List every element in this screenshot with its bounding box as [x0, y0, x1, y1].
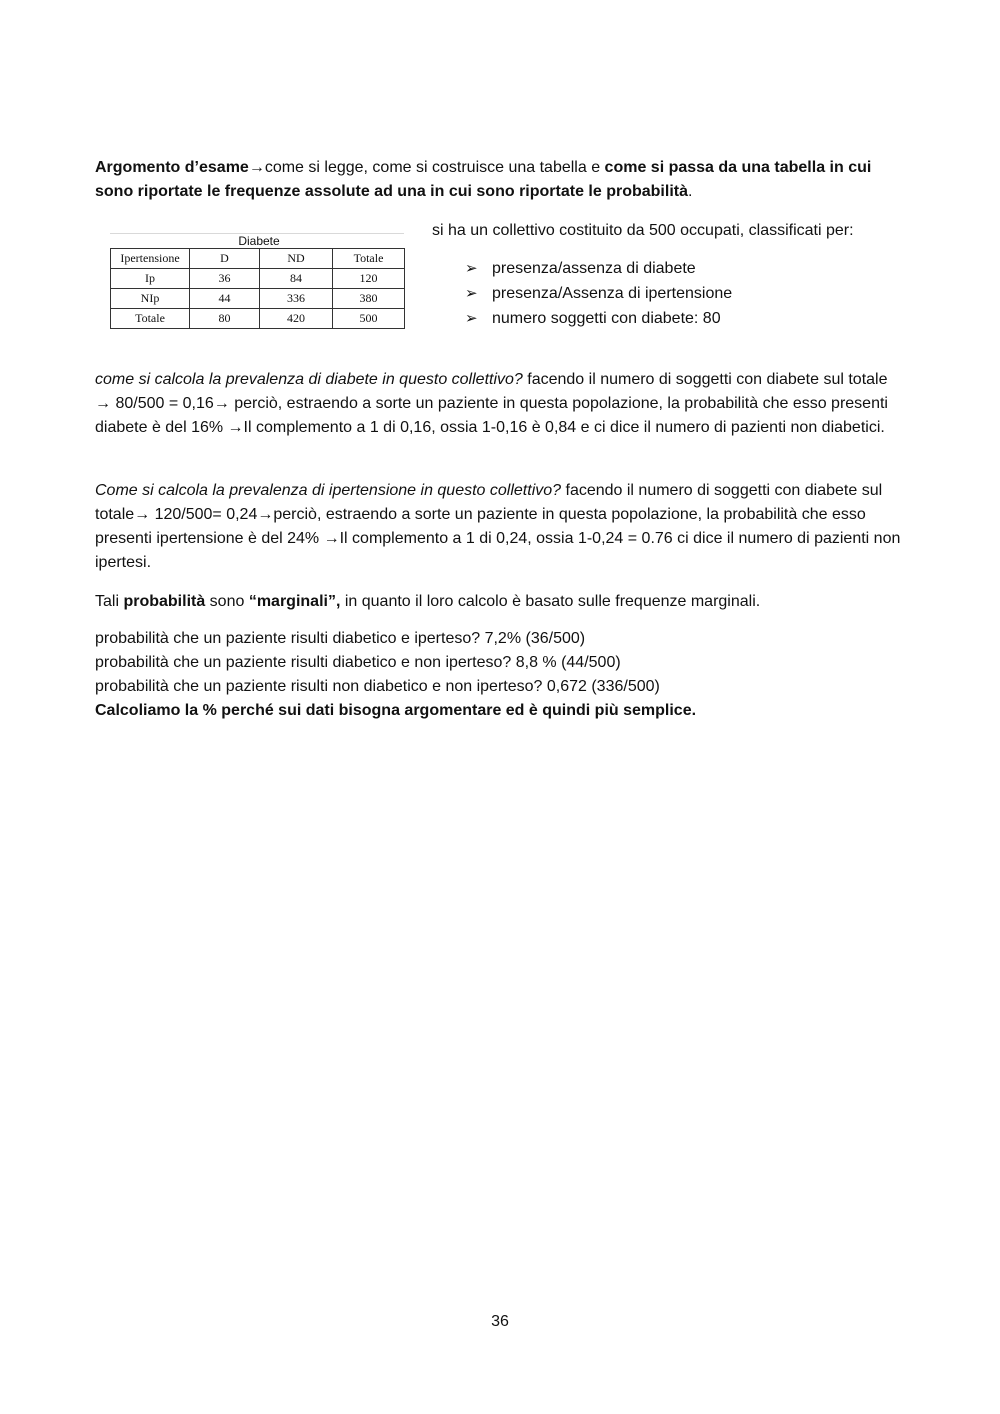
table-cell: Ip: [111, 269, 190, 289]
paragraph-text: in quanto il loro calcolo è basato sulle frequenze marginali.: [340, 593, 761, 610]
list-item-text: numero soggetti con diabete: 80: [492, 310, 721, 327]
heading-end: .: [687, 183, 693, 200]
arrowhead-bullet-icon: ➢: [465, 285, 478, 302]
table-cell: 36: [190, 269, 260, 289]
arrowhead-bullet-icon: ➢: [465, 310, 478, 327]
contingency-table: [110, 248, 405, 329]
paragraph-text: 80/500 = 0,16: [111, 395, 214, 412]
paragraph-text: perciò, estraendo a sorte un paziente in questa popolazione, la probabilità che esso presenti ipertensione è del 24%: [95, 506, 866, 547]
arrow-icon: →: [227, 419, 244, 436]
intro-text: si ha un collettivo costituito da 500 occupati, classificati per:: [432, 222, 854, 239]
arrow-icon: →: [213, 395, 230, 412]
table-cell: 500: [333, 309, 405, 329]
table-cell: 80: [190, 309, 260, 329]
table-caption: Diabete: [110, 233, 404, 248]
probability-line: probabilità che un paziente risulti non diabetico e non iperteso? 0,672 (336/500): [95, 678, 660, 695]
table-cell: 380: [333, 289, 405, 309]
paragraph-text: Il complemento a 1 di 0,16, ossia 1-0,16 è 0,84 e ci dice il numero di pazienti non diabetici.: [243, 419, 885, 436]
heading-bold-label: Argomento d’esame: [95, 159, 249, 176]
table-header-row: [111, 249, 405, 269]
table-cell: 336: [260, 289, 333, 309]
table-header-cell: Ipertensione: [111, 249, 190, 269]
table-cell: 44: [190, 289, 260, 309]
probability-line: probabilità che un paziente risulti diabetico e iperteso? 7,2% (36/500): [95, 630, 586, 647]
joint-probability-block: [95, 627, 907, 723]
table-cell: NIp: [111, 289, 190, 309]
arrow-icon: →: [257, 506, 274, 523]
heading-text: come si legge, come si costruisce una tabella e: [264, 159, 605, 176]
hypertension-prevalence-paragraph: [95, 479, 907, 575]
bold-term: probabilità: [123, 593, 206, 610]
table-header-cell: D: [190, 249, 260, 269]
arrowhead-bullet-icon: ➢: [465, 260, 478, 277]
question-text: come si calcola la prevalenza di diabete in questo collettivo?: [95, 371, 523, 388]
paragraph-text: facendo il numero di soggetti con diabete sul totale: [95, 482, 883, 523]
paragraph-text: sono: [205, 593, 249, 610]
page-number: 36: [491, 1313, 509, 1330]
table-header-cell: Totale: [333, 249, 405, 269]
list-item-text: presenza/assenza di diabete: [492, 260, 696, 277]
question-text: Come si calcola la prevalenza di ipertensione in questo collettivo?: [95, 482, 562, 499]
table-row: [111, 269, 405, 289]
contingency-table-figure: [110, 233, 404, 329]
paragraph-text: 120/500= 0,24: [150, 506, 258, 523]
table-cell: 84: [260, 269, 333, 289]
table-row: [111, 309, 405, 329]
exam-topic-heading: [95, 156, 907, 204]
list-item: [465, 256, 732, 281]
bold-term: “marginali”,: [248, 593, 341, 610]
list-item: [465, 281, 732, 306]
paragraph-text: facendo il numero di soggetti con diabete sul totale: [522, 371, 888, 388]
table-cell: 120: [333, 269, 405, 289]
arrow-icon: →: [248, 159, 265, 176]
paragraph-text: Tali: [95, 593, 124, 610]
table-cell: Totale: [111, 309, 190, 329]
arrow-icon: →: [134, 506, 151, 523]
conclusion-line: Calcoliamo la % perché sui dati bisogna argomentare ed è quindi più semplice.: [95, 702, 697, 719]
table-row: [111, 289, 405, 309]
table-cell: 420: [260, 309, 333, 329]
diabetes-prevalence-paragraph: [95, 368, 907, 440]
probability-line: probabilità che un paziente risulti diabetico e non iperteso? 8,8 % (44/500): [95, 654, 621, 671]
list-item: [465, 306, 732, 331]
table-header-cell: ND: [260, 249, 333, 269]
paragraph-text: perciò, estraendo a sorte un paziente in questa popolazione, la probabilità che esso presenti diabete è del 16%: [95, 395, 888, 436]
list-item-text: presenza/Assenza di ipertensione: [492, 285, 733, 302]
heading-bold-text: come si passa da una tabella in cui sono riportate le frequenze assolute ad una in cui sono riportate le probabilità: [95, 159, 872, 200]
arrow-icon: →: [95, 395, 111, 412]
paragraph-text: Il complemento a 1 di 0,24, ossia 1-0,24 = 0.76 ci dice il numero di pazienti non ipertesi.: [95, 530, 901, 571]
classification-list: [465, 256, 732, 331]
arrow-icon: →: [323, 530, 340, 547]
marginal-probability-paragraph: [95, 590, 907, 614]
